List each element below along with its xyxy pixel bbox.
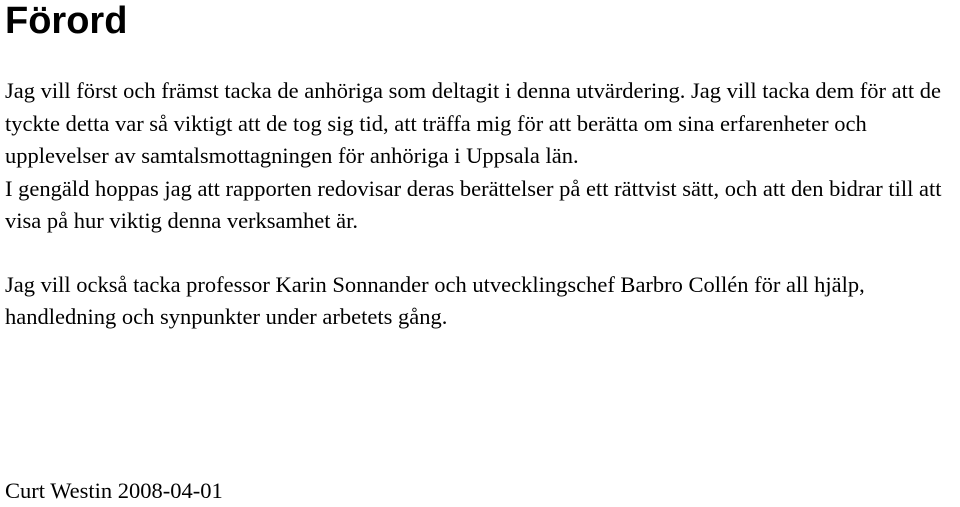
document-body <box>5 75 955 334</box>
paragraph-thanks-supervisors: Jag vill också tacka professor Karin Sonnander och utvecklingschef Barbro Collén för all hjälp, handledning och synpunkter under arbetets gång. <box>5 271 865 329</box>
document-page <box>5 0 955 334</box>
paragraph-thanks-relatives: Jag vill först och främst tacka de anhöriga som deltagit i denna utvärdering. Jag vill tacka dem för att de tyckte detta var så viktigt att de tog sig tid, att träffa mig för att berätta om sina erfarenheter och upplevelser av samtalsmottagningen för anhöriga i Uppsala län. <box>5 78 941 168</box>
paragraph-report-hope: I gengäld hoppas jag att rapporten redovisar deras berättelser på ett rättvist sätt, och att den bidrar till att visa på hur viktig denna verksamhet är. <box>5 175 942 233</box>
author-signature-date: Curt Westin 2008-04-01 <box>5 478 223 503</box>
page-title: Förord <box>5 0 128 42</box>
